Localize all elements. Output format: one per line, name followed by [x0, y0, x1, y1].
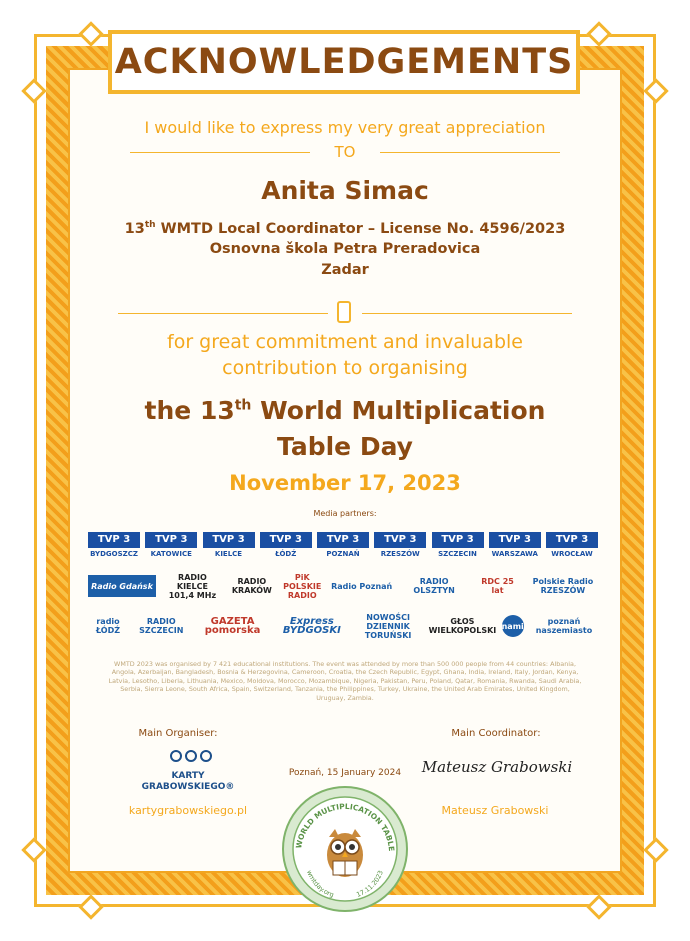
press-partner-logo: GAZETA pomorska	[204, 616, 261, 636]
recipient-role: 13th WMTD Local Coordinator – License No. 4596/2023	[124, 220, 566, 237]
recipient-school: Osnovna škola Petra Preradovica	[209, 241, 481, 257]
radio-partner-logo: RADIO KRAKÓW	[231, 577, 272, 595]
radio-partners-row	[88, 572, 598, 600]
tvp-partners-row	[88, 532, 598, 558]
participation-footnote: WMTD 2023 was organised by 7 421 educational institutions. The event was attended by more than 500 000 people from 44 countries: Albania, Angola, Azerbaijan, Bangladesh, Bosnia & Herzegovina, Cameroon, Croatia, the Czech Republic, Egypt, Ghana, India, Ireland, Italy, Jordan, Kenya, Latvia, Lesotho, Liberia, Lithuania, Mexico, Moldova, Morocco, Mozambique, Nigeria, Pakistan, Peru, Poland, Qatar, Romania, Rwanda, Saudi Arabia, Serbia, Sierra Leone, South Africa, Spain, Switzerland, Tanzania, the Philippines, Turkey, Ukraine, the United Arab Emirates, United Kingdom, Uruguay, Zambia.	[108, 660, 582, 702]
coordinator-signature: Mateusz Grabowski	[421, 758, 573, 776]
place-date: Poznań, 15 January 2024	[288, 768, 402, 778]
event-title: the 13th World Multiplication	[144, 396, 546, 425]
press-partner-logo: Express BYDGOSKI	[282, 616, 341, 636]
radio-partner-logo: RADIO OLSZTYN	[413, 577, 455, 595]
coordinator-label: Main Coordinator:	[451, 728, 541, 739]
press-partner-logo: NOWOŚCI DZIENNIK TORUŃSKI	[364, 612, 412, 640]
radio-partner-logo: Radio Gdańsk	[88, 575, 156, 597]
event-title-line-2: Table Day	[277, 432, 413, 461]
divider	[362, 313, 572, 314]
wmtd-seal	[281, 785, 409, 913]
press-partner-logo: radio ŁÓDŹ	[95, 617, 121, 635]
tvp-logo: TVP 3 KIELCE	[203, 532, 255, 558]
owl-icon	[327, 829, 363, 877]
seal-arc-text: WORLD MULTIPLICATION TABLE	[294, 801, 397, 852]
press-partner-logo: poznań naszemiasto	[535, 617, 593, 635]
tvp-logo: TVP 3 WARSZAWA	[489, 532, 541, 558]
title-banner	[108, 30, 580, 94]
press-partner-logo: RADIO SZCZECIN	[139, 617, 184, 635]
coordinator-name: Mateusz Grabowski	[441, 804, 549, 817]
card-ornament-icon	[337, 301, 351, 323]
tvp-logo: TVP 3 ŁÓDŹ	[260, 532, 312, 558]
media-partners-label: Media partners:	[313, 509, 377, 518]
event-date: November 17, 2023	[229, 471, 461, 495]
karty-logo-icon	[170, 750, 212, 762]
reason-line-1: for great commitment and invaluable	[167, 331, 523, 353]
organiser-label: Main Organiser:	[138, 728, 218, 739]
radio-partner-logo: Polskie Radio RZESZÓW	[532, 577, 594, 595]
tvp-logo: TVP 3 SZCZECIN	[432, 532, 484, 558]
tvp-logo: TVP 3 WROCŁAW	[546, 532, 598, 558]
radio-partner-logo: PiK POLSKIE RADIO	[283, 572, 322, 600]
organiser-logo: KARTY GRABOWSKIEGO®	[141, 771, 235, 792]
intro-text: I would like to express my very great appreciation	[144, 118, 546, 137]
tvp-logo: TVP 3 BYDGOSZCZ	[88, 532, 140, 558]
seal-graphic	[281, 785, 409, 913]
radio-partner-logo: Radio Poznań	[331, 581, 393, 591]
press-partner-logo: nami	[502, 615, 524, 637]
radio-partner-logo: RADIO KIELCE 101,4 MHz	[168, 572, 217, 600]
recipient-name: Anita Simac	[261, 176, 429, 205]
recipient-city: Zadar	[321, 262, 369, 278]
tvp-logo: TVP 3 KATOWICE	[145, 532, 197, 558]
press-partner-logo: GŁOS WIELKOPOLSKI	[428, 617, 497, 635]
press-partners-row	[88, 612, 598, 640]
organiser-website[interactable]: kartygrabowskiego.pl	[128, 804, 248, 817]
divider	[118, 313, 328, 314]
seal-site: wmtday.org	[304, 868, 335, 900]
radio-partner-logo: RDC 25 lat	[481, 577, 514, 595]
seal-date: 17.11.2023	[355, 869, 385, 899]
to-label: TO	[334, 143, 356, 161]
certificate-title: ACKNOWLEDGEMENTS	[114, 42, 574, 82]
reason-line-2: contribution to organising	[222, 357, 468, 379]
tvp-logo: TVP 3 POZNAŃ	[317, 532, 369, 558]
tvp-logo: TVP 3 RZESZÓW	[374, 532, 426, 558]
